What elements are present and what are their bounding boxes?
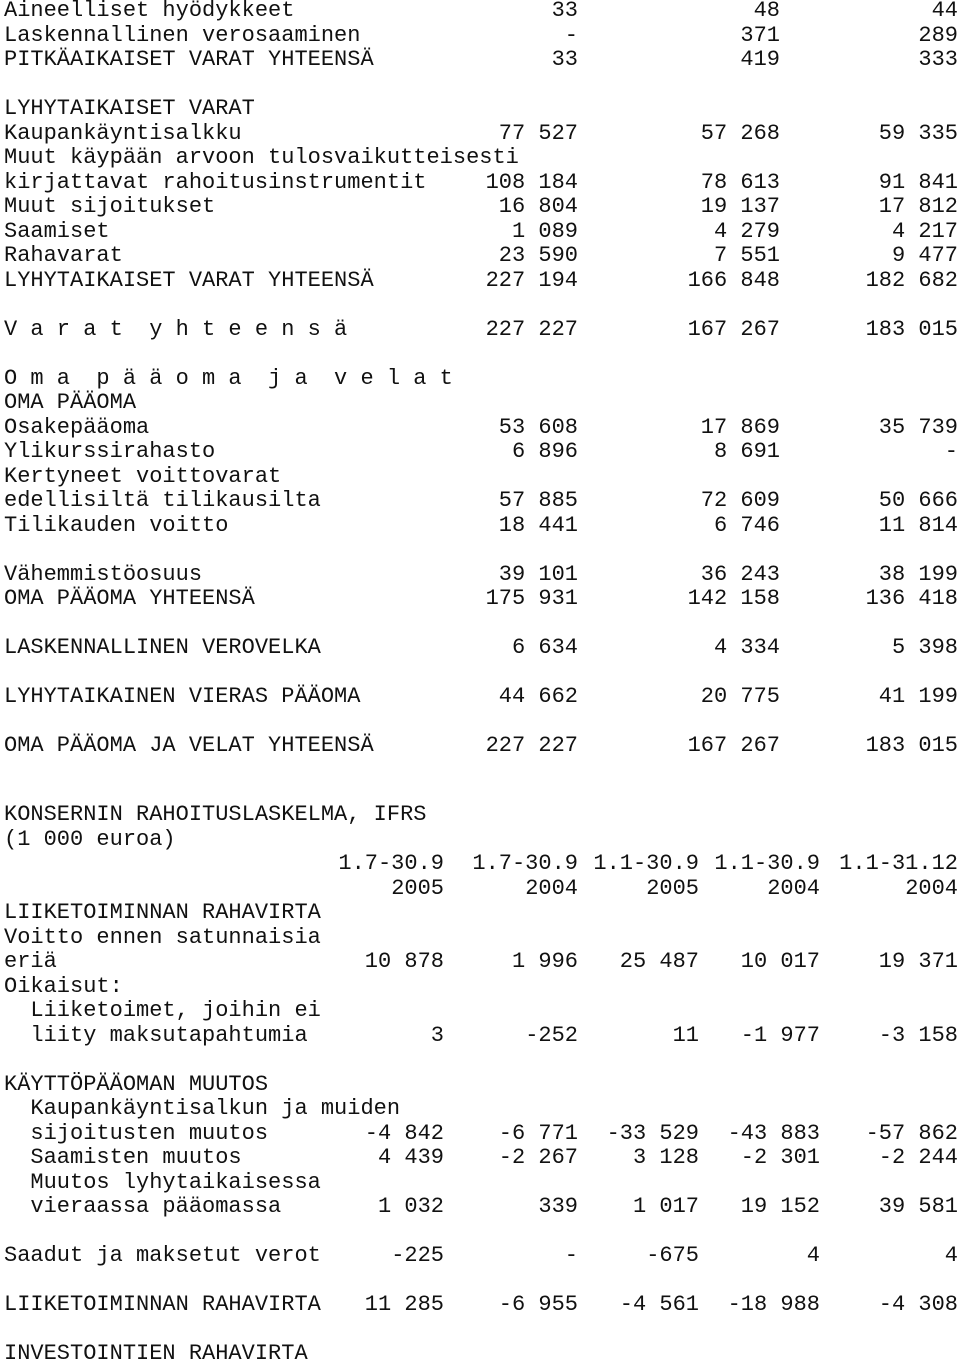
row-label: Vähemmistöosuus: [4, 561, 203, 587]
row-value: 1 089: [511, 218, 578, 244]
row-value: 8 691: [713, 439, 780, 464]
period-header: 1.1-31.12: [839, 851, 958, 876]
balance-row: [0, 22, 960, 50]
cash-flow-row: [0, 1245, 960, 1270]
row-value: 183 015: [865, 316, 958, 342]
row-value: 77 527: [498, 120, 578, 146]
cash-flow-row: [0, 1098, 960, 1123]
row-label: O m a p ä ä o m a j a v e l a t: [4, 365, 453, 391]
balance-row: [0, 98, 960, 123]
row-value: -6 955: [498, 1292, 578, 1317]
row-value: 44 662: [498, 684, 578, 709]
cash-flow-row: [0, 1022, 960, 1050]
row-value: 227 227: [485, 316, 578, 342]
row-label: Saadut ja maksetut verot: [4, 1243, 321, 1268]
row-value: 17 812: [878, 194, 958, 219]
row-value: -18 988: [727, 1292, 820, 1317]
row-value: 1 996: [511, 949, 578, 974]
cash-flow-row: [0, 1000, 960, 1025]
row-label: Liiketoimet, joihin ei: [4, 998, 321, 1023]
balance-row: [0, 441, 960, 466]
year-header: 2004: [767, 875, 820, 901]
balance-row: [0, 169, 960, 197]
year-header: 2005: [391, 875, 444, 901]
row-value: -33 529: [606, 1120, 699, 1146]
row-value: 25 487: [619, 949, 699, 974]
balance-row: [0, 196, 960, 221]
row-value: -: [564, 22, 578, 48]
row-label: edellisiltä tilikausilta: [4, 488, 321, 513]
period-header-row: [0, 853, 960, 878]
balance-row: [0, 392, 960, 417]
cash-flow-row: [0, 1319, 960, 1344]
row-label: liity maksutapahtumia: [4, 1022, 308, 1048]
balance-row: [0, 0, 960, 25]
row-value: 10 017: [740, 949, 820, 974]
row-label: LYHYTAIKAISET VARAT: [4, 96, 255, 121]
row-value: 19 371: [878, 949, 958, 974]
cash-flow-row: [0, 973, 960, 1001]
row-value: 35 739: [878, 414, 958, 440]
row-value: -6 771: [498, 1120, 578, 1146]
row-value: 53 608: [498, 414, 578, 440]
balance-row: [0, 588, 960, 613]
period-header: 1.7-30.9: [472, 851, 578, 876]
balance-row: [0, 512, 960, 540]
row-value: 19 152: [740, 1194, 820, 1219]
cash-flow-row: [0, 1294, 960, 1319]
row-value: 4: [806, 1243, 820, 1268]
row-value: 4 279: [713, 218, 780, 244]
year-header-row: [0, 875, 960, 903]
cash-flow-unit: [0, 826, 960, 854]
row-label: INVESTOINTIEN RAHAVIRTA: [4, 1341, 308, 1366]
row-label: Aineelliset hyödykkeet: [4, 0, 295, 23]
balance-row: [0, 343, 960, 368]
row-value: 18 441: [498, 512, 578, 538]
row-value: 1 017: [632, 1194, 699, 1219]
balance-row: [0, 120, 960, 148]
row-value: 227 227: [485, 733, 578, 758]
row-value: -225: [391, 1243, 444, 1268]
row-label: Kertyneet voittovarat: [4, 463, 282, 489]
row-label: Laskennallinen verosaaminen: [4, 22, 361, 48]
balance-row: [0, 637, 960, 662]
cash-flow-row: [0, 902, 960, 927]
row-value: 59 335: [878, 120, 958, 146]
row-label: Kaupankäyntisalkun ja muiden: [4, 1096, 401, 1121]
row-value: 4 439: [377, 1145, 444, 1170]
row-label: sijoitusten muutos: [4, 1120, 269, 1146]
row-label: V a r a t y h t e e n s ä: [4, 316, 348, 342]
row-value: -57 862: [865, 1120, 958, 1146]
row-value: 1 032: [377, 1194, 444, 1219]
balance-row: [0, 711, 960, 736]
row-value: 227 194: [485, 267, 578, 293]
row-value: 5 398: [891, 635, 958, 660]
balance-row: [0, 147, 960, 172]
row-value: 339: [538, 1194, 578, 1219]
balance-row: [0, 561, 960, 589]
balance-row: [0, 735, 960, 760]
balance-row: [0, 74, 960, 99]
row-label: vieraassa pääomassa: [4, 1194, 282, 1219]
row-value: 11: [672, 1022, 699, 1048]
row-label: Osakepääoma: [4, 414, 150, 440]
balance-row: [0, 662, 960, 687]
row-value: 4: [944, 1243, 958, 1268]
row-value: -2 244: [878, 1145, 958, 1170]
row-value: 6 896: [511, 439, 578, 464]
row-value: 11 814: [878, 512, 958, 538]
row-label: Saamiset: [4, 218, 110, 244]
balance-row: [0, 414, 960, 442]
row-value: 20 775: [700, 684, 780, 709]
cash-flow-row: [0, 1196, 960, 1221]
row-value: -2 301: [740, 1145, 820, 1170]
cash-flow-row: [0, 1049, 960, 1074]
row-value: 4 334: [713, 635, 780, 660]
row-value: -3 158: [878, 1022, 958, 1048]
row-value: 371: [740, 22, 780, 48]
row-value: 7 551: [713, 243, 780, 268]
row-value: -: [564, 1243, 578, 1268]
balance-row: [0, 49, 960, 74]
row-label: PITKÄAIKAISET VARAT YHTEENSÄ: [4, 47, 374, 72]
row-value: 57 268: [700, 120, 780, 146]
row-value: 167 267: [687, 733, 780, 758]
row-value: 16 804: [498, 194, 578, 219]
row-value: -252: [525, 1022, 578, 1048]
balance-row: [0, 365, 960, 393]
balance-row: [0, 218, 960, 246]
row-value: 23 590: [498, 243, 578, 268]
cash-flow-row: [0, 1147, 960, 1172]
cash-flow-row: [0, 1120, 960, 1148]
cash-flow-row: [0, 1071, 960, 1099]
row-value: -1 977: [740, 1022, 820, 1048]
row-value: -2 267: [498, 1145, 578, 1170]
row-label: LIIKETOIMINNAN RAHAVIRTA: [4, 1292, 321, 1317]
row-label: Muutos lyhytaikaisessa: [4, 1169, 321, 1195]
unit-label: (1 000 euroa): [4, 826, 176, 852]
cash-flow-row: [0, 1270, 960, 1295]
cash-flow-row: [0, 1169, 960, 1197]
row-value: 183 015: [865, 733, 958, 758]
row-value: 3: [430, 1022, 444, 1048]
row-value: 72 609: [700, 488, 780, 513]
row-value: -: [944, 439, 958, 464]
row-value: 136 418: [865, 586, 958, 611]
row-value: 333: [918, 47, 958, 72]
row-value: 33: [551, 47, 578, 72]
row-label: eriä: [4, 949, 57, 974]
row-label: Kaupankäyntisalkku: [4, 120, 242, 146]
row-label: OMA PÄÄOMA JA VELAT YHTEENSÄ: [4, 733, 374, 758]
row-label: Saamisten muutos: [4, 1145, 242, 1170]
row-label: kirjattavat rahoitusinstrumentit: [4, 169, 427, 195]
row-value: 17 869: [700, 414, 780, 440]
row-value: -4 561: [619, 1292, 699, 1317]
row-label: OMA PÄÄOMA YHTEENSÄ: [4, 586, 255, 611]
balance-row: [0, 490, 960, 515]
row-label: Rahavarat: [4, 243, 123, 268]
row-label: Muut käypään arvoon tulosvaikutteisesti: [4, 145, 519, 170]
row-value: -4 308: [878, 1292, 958, 1317]
row-label: LASKENNALLINEN VEROVELKA: [4, 635, 321, 660]
balance-row: [0, 294, 960, 319]
row-value: 10 878: [364, 949, 444, 974]
row-label: Ylikurssirahasto: [4, 439, 216, 464]
row-value: 6 634: [511, 635, 578, 660]
row-label: LYHYTAIKAISET VARAT YHTEENSÄ: [4, 267, 374, 293]
row-value: 91 841: [878, 169, 958, 195]
row-value: 4 217: [891, 218, 958, 244]
row-value: 39 101: [498, 561, 578, 587]
year-header: 2005: [646, 875, 699, 901]
row-label: Voitto ennen satunnaisia: [4, 924, 321, 950]
row-label: LYHYTAIKAINEN VIERAS PÄÄOMA: [4, 684, 361, 709]
period-header: 1.7-30.9: [338, 851, 444, 876]
row-label: KÄYTTÖPÄÄOMAN MUUTOS: [4, 1071, 269, 1097]
balance-row: [0, 245, 960, 270]
cash-flow-row: [0, 1221, 960, 1246]
cash-flow-row: [0, 924, 960, 952]
row-value: 38 199: [878, 561, 958, 587]
row-value: 19 137: [700, 194, 780, 219]
row-value: 182 682: [865, 267, 958, 293]
row-value: -675: [646, 1243, 699, 1268]
row-value: 419: [740, 47, 780, 72]
row-value: 175 931: [485, 586, 578, 611]
row-value: 289: [918, 22, 958, 48]
period-header: 1.1-30.9: [714, 851, 820, 876]
balance-row: [0, 539, 960, 564]
row-value: 108 184: [485, 169, 578, 195]
balance-row: [0, 686, 960, 711]
row-label: LIIKETOIMINNAN RAHAVIRTA: [4, 900, 321, 925]
cash-flow-row: [0, 951, 960, 976]
balance-row: [0, 613, 960, 638]
balance-row: [0, 267, 960, 295]
row-value: 166 848: [687, 267, 780, 293]
row-value: 11 285: [364, 1292, 444, 1317]
year-header: 2004: [905, 875, 958, 901]
row-value: 50 666: [878, 488, 958, 513]
row-label: Tilikauden voitto: [4, 512, 229, 538]
row-value: -4 842: [364, 1120, 444, 1146]
period-header: 1.1-30.9: [593, 851, 699, 876]
statement-title: KONSERNIN RAHOITUSLASKELMA, IFRS: [4, 802, 427, 827]
row-value: 39 581: [878, 1194, 958, 1219]
row-value: 57 885: [498, 488, 578, 513]
row-label: Muut sijoitukset: [4, 194, 216, 219]
row-value: 48: [753, 0, 780, 23]
row-value: 78 613: [700, 169, 780, 195]
row-value: 9 477: [891, 243, 958, 268]
row-value: 41 199: [878, 684, 958, 709]
row-value: 6 746: [713, 512, 780, 538]
balance-row: [0, 316, 960, 344]
year-header: 2004: [525, 875, 578, 901]
row-value: 142 158: [687, 586, 780, 611]
row-label: OMA PÄÄOMA: [4, 390, 137, 415]
row-value: 44: [931, 0, 958, 23]
row-label: Oikaisut:: [4, 973, 123, 999]
row-value: 36 243: [700, 561, 780, 587]
row-value: -43 883: [727, 1120, 820, 1146]
row-value: 167 267: [687, 316, 780, 342]
row-value: 3 128: [632, 1145, 699, 1170]
cash-flow-title: [0, 804, 960, 829]
row-value: 33: [551, 0, 578, 23]
balance-row: [0, 463, 960, 491]
